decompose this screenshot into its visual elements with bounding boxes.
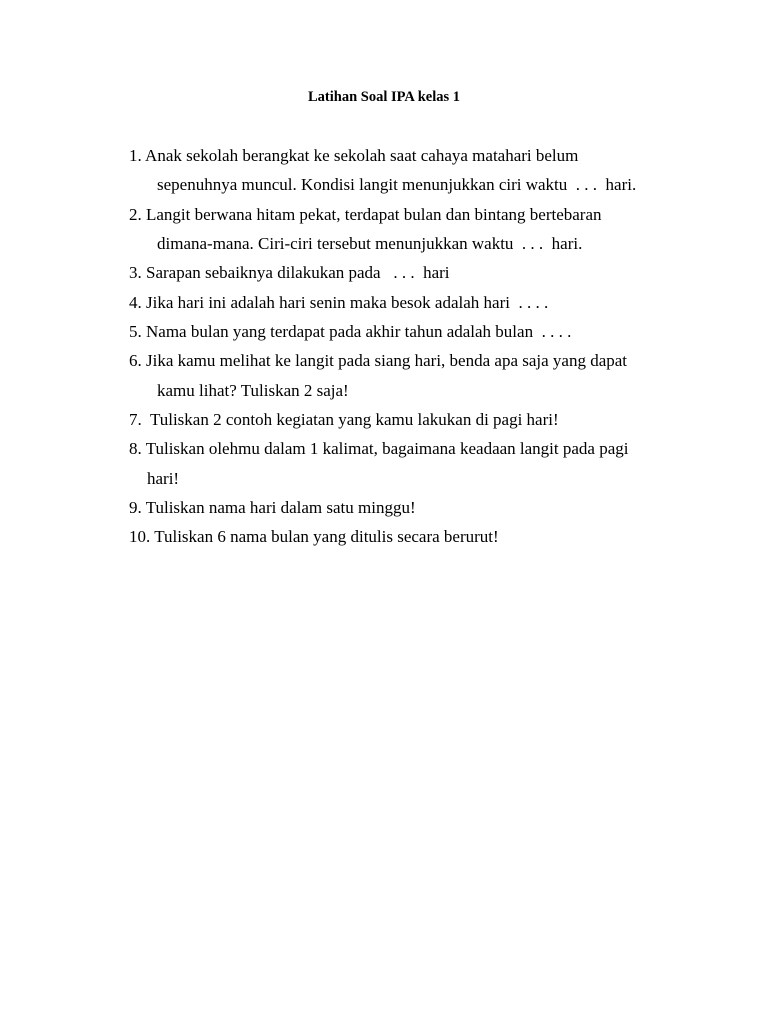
question-7: 7. Tuliskan 2 contoh kegiatan yang kamu lakukan di pagi hari! bbox=[129, 410, 559, 430]
question-3: 3. Sarapan sebaiknya dilakukan pada . . . hari bbox=[129, 263, 450, 283]
question-10: 10. Tuliskan 6 nama bulan yang ditulis secara berurut! bbox=[129, 527, 499, 547]
question-1-line-2: sepenuhnya muncul. Kondisi langit menunjukkan ciri waktu . . . hari. bbox=[157, 175, 637, 195]
question-5: 5. Nama bulan yang terdapat pada akhir tahun adalah bulan . . . . bbox=[129, 322, 572, 342]
question-2-line-2: dimana-mana. Ciri-ciri tersebut menunjukkan waktu . . . hari. bbox=[157, 234, 583, 254]
question-8-line-2: hari! bbox=[147, 468, 180, 488]
question-4: 4. Jika hari ini adalah hari senin maka besok adalah hari . . . . bbox=[129, 292, 549, 312]
question-8-line-1: 8. Tuliskan olehmu dalam 1 kalimat, bagaimana keadaan langit pada pagi bbox=[129, 439, 629, 459]
question-2-line-1: 2. Langit berwana hitam pekat, terdapat bulan dan bintang bertebaran bbox=[129, 204, 602, 224]
question-list bbox=[129, 141, 689, 552]
question-9: 9. Tuliskan nama hari dalam satu minggu! bbox=[129, 498, 416, 518]
page-title: Latihan Soal IPA kelas 1 bbox=[307, 89, 461, 105]
question-1-line-1: 1. Anak sekolah berangkat ke sekolah saat cahaya matahari belum bbox=[129, 146, 579, 165]
question-6-line-2: kamu lihat? Tuliskan 2 saja! bbox=[157, 380, 349, 400]
question-6-line-1: 6. Jika kamu melihat ke langit pada siang hari, benda apa saja yang dapat bbox=[129, 351, 628, 371]
